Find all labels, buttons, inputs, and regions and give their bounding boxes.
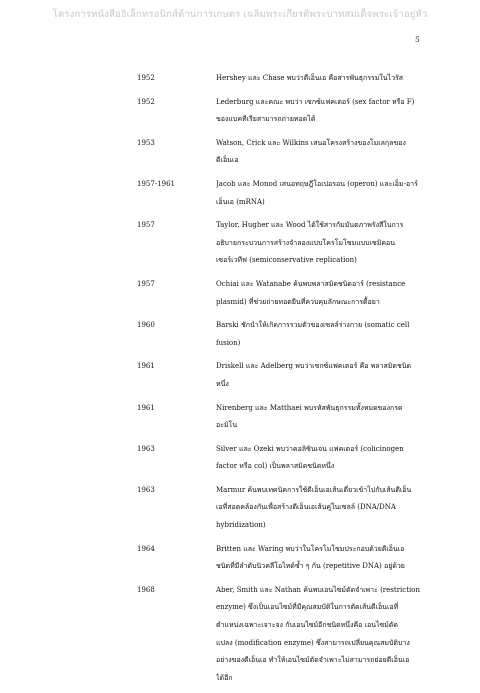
entry-description [216, 541, 436, 576]
entry-description [216, 441, 436, 476]
entry-description [216, 217, 436, 270]
description-line: plasmid) ที่ช่วยถ่ายทอดยีนที่ควบคุมลักษณะการดื้อยา [216, 297, 380, 306]
timeline-entry [0, 276, 480, 311]
description-line: Nirenberg และ Matthaei พบรหัสพันธุกรรมทั้งหมดของกรด [216, 403, 403, 412]
description-line: Driskell และ Adelberg พบว่าเซกซ์แฟคเตอร์ คือ พลาสมิดชนิด [216, 362, 412, 371]
description-line: Aber, Smith และ Nathan ค้นพบเอนไซม์ตัดจำเพาะ (restriction [216, 585, 420, 594]
description-line: Barski ชักนำให้เกิดการรวมตัวของเซลล์ร่างกาย (somatic cell [216, 321, 410, 330]
description-line: Silver และ Ozeki พบว่าคอลิซินเจน แฟคเตอร์ (colicinogen [216, 444, 404, 453]
entry-year: 1961 [137, 362, 155, 371]
timeline-entry [0, 135, 480, 170]
description-line: enzyme) ซึ่งเป็นเอนไซม์ที่มีคุณสมบัติในการตัดเส้นดีเอ็นเอที่ [216, 603, 399, 612]
timeline-entry [0, 582, 480, 688]
description-line: หนึ่ง [216, 379, 229, 388]
entry-year: 1963 [137, 444, 155, 453]
entry-year: 1957 [137, 279, 155, 288]
entry-year: 1953 [137, 138, 155, 147]
description-line: Watson, Crick และ Wilkins เสนอโครงสร้างของโมเลกุลของ [216, 138, 406, 147]
timeline-list [0, 70, 480, 693]
description-line: ได้อีก [216, 673, 233, 682]
entry-year: 1952 [137, 74, 155, 82]
description-line: Hershey และ Chase พบว่าดีเอ็นเอ คือสารพันธุกรรมในไวรัส [216, 74, 404, 82]
entry-description [216, 135, 436, 170]
description-line: เอที่สอดคล้องกันเพื่อสร้างดีเอ็นเอเส้นคู่ในเซลล์ (DNA/DNA [216, 503, 396, 512]
description-line: Lederburg และคณะ พบว่า เซกซ์แฟคเตอร์ (sex factor หรือ F) [216, 97, 415, 106]
timeline-entry [0, 317, 480, 352]
description-line: แปลง (modification enzyme) ซึ่งสามารถเปลี่ยนคุณสมบัติบาง [216, 638, 410, 647]
entry-year: 1960 [137, 321, 155, 330]
timeline-entry [0, 441, 480, 476]
description-line: เอ็นเอ (mRNA) [216, 197, 265, 206]
timeline-entry [0, 176, 480, 211]
timeline-entry [0, 541, 480, 576]
description-line: Marmur ค้นพบเทคนิคการใช้ดีเอ็นเอเส้นเดี่ยวเข้าไปกับเส้นดีเอ็น [216, 485, 412, 494]
description-line: อธิบายกระบวนการสร้างจำลองแบบโครโมโซมแบบเซมิคอน [216, 238, 396, 247]
entry-description [216, 482, 436, 535]
description-line: Britten และ Waring พบว่าในโครโมโซมประกอบด้วยดีเอ็นเอ [216, 544, 405, 553]
header-watermark: โครงการหนังสืออิเล็กทรอนิกส์ด้านการเกษตร เฉลิมพระเกียรติพระบาทสมเด็จพระเจ้าอยู่หัว [52, 9, 428, 20]
description-line: อย่างของดีเอ็นเอ ทำให้เอนไซม์ตัดจำเพาะไม่สามารถย่อยดีเอ็นเอ [216, 656, 410, 665]
description-line: Ochiai และ Watanabe ค้นพบพลาสมิดชนิดอาร์ (resistance [216, 279, 406, 288]
page-number: 5 [415, 35, 420, 44]
entry-description [216, 276, 436, 311]
entry-year: 1963 [137, 485, 155, 494]
entry-year: 1968 [137, 585, 155, 594]
description-line: Jacob และ Monod เสนอทฤษฎีโอเปอรอน (operon) และเอ็ม-อาร์ [216, 179, 418, 188]
description-line: ตำแหน่งเฉพาะเจาะจง กับเอนไซม์อีกชนิดหนึ่งคือ เอนไซม์ดัด [216, 621, 398, 630]
timeline-entry [0, 217, 480, 270]
description-line: factor หรือ col) เป็นพลาสมิดชนิดหนึ่ง [216, 462, 335, 471]
entry-description [216, 94, 436, 129]
timeline-entry [0, 400, 480, 435]
description-line: ชนิดที่มีลำดับนิวคลีโอไทด์ซ้ำ ๆ กัน (repetitive DNA) อยู่ด้วย [216, 562, 405, 571]
entry-year: 1957-1961 [137, 179, 175, 188]
entry-description [216, 176, 436, 211]
description-line: อะมิโน [216, 421, 238, 430]
timeline-entry [0, 358, 480, 393]
entry-year: 1952 [137, 97, 155, 106]
description-line: Taylor, Hugher และ Wood ได้ใช้สารกัมมันตภาพรังสีในการ [216, 221, 404, 230]
description-line: เซอร์เวทีฟ (semiconservative replication) [216, 256, 357, 265]
entry-description [216, 70, 436, 88]
entry-year: 1964 [137, 544, 155, 553]
description-line: ดีเอ็นเอ [216, 156, 239, 165]
entry-description [216, 358, 436, 393]
entry-description [216, 317, 436, 352]
timeline-entry [0, 94, 480, 129]
timeline-entry [0, 70, 480, 88]
description-line: ของแบคทีเรียสามารถถ่ายทอดได้ [216, 115, 316, 124]
description-line: hybridization) [216, 521, 266, 530]
timeline-entry [0, 482, 480, 535]
entry-description [216, 582, 436, 688]
entry-year: 1961 [137, 403, 155, 412]
entry-description [216, 400, 436, 435]
description-line: fusion) [216, 338, 241, 347]
entry-year: 1957 [137, 221, 155, 230]
